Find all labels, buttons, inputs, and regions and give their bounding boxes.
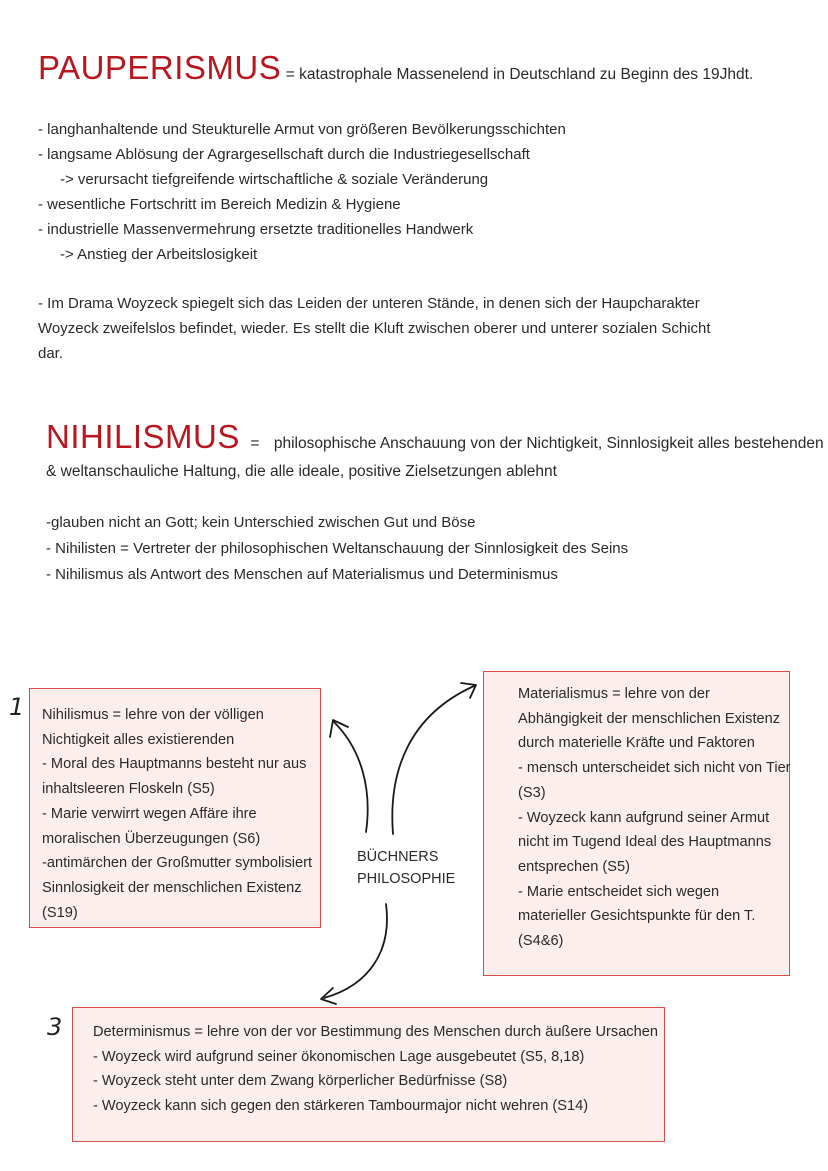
paragraph-line: - Im Drama Woyzeck spiegelt sich das Leiden der unteren Stände, in denen sich der Haupcharakter <box>38 295 700 312</box>
box-line: (S3) <box>518 784 546 801</box>
box-line: Determinismus = lehre von der vor Bestimmung des Menschen durch äußere Ursachen <box>93 1024 658 1040</box>
box-line: (S4&6) <box>518 933 564 950</box>
box-line: - Marie verwirrt wegen Affäre ihre <box>42 805 257 822</box>
box1-number: 1 <box>9 693 25 721</box>
box-line: - Woyzeck wird aufgrund seiner ökonomischen Lage ausgebeutet (S5, 8,18) <box>93 1048 585 1065</box>
box-line: - Marie entscheidet sich wegen <box>518 883 720 900</box>
box-line: moralischen Überzeugungen (S6) <box>42 830 261 847</box>
list-item: - Nihilisten = Vertreter der philosophischen Weltanschauung der Sinnlosigkeit des Seins <box>46 540 629 557</box>
list-item: -glauben nicht an Gott; kein Unterschied zwischen Gut und Böse <box>46 514 476 531</box>
box-line: materieller Gesichtspunkte für den T. <box>518 908 756 925</box>
box-line: durch materielle Kräfte und Faktoren <box>518 735 755 752</box>
list-item: - langhanhaltende und Steukturelle Armut von größeren Bevölkerungsschichten <box>38 121 566 138</box>
box-line: Nichtigkeit alles existierenden <box>42 731 235 748</box>
box-line: entsprechen (S5) <box>518 858 630 875</box>
list-item: - Nihilismus als Antwort des Menschen auf Materialismus und Determinismus <box>46 566 558 583</box>
pauperismus-definition: = katastrophale Massenelend in Deutschland zu Beginn des 19Jhdt. <box>285 66 754 83</box>
arrow-to-box1 <box>334 722 368 832</box>
box-line: Abhängigkeit der menschlichen Existenz <box>518 710 781 727</box>
nihilismus-title: NIHILISMUS <box>46 418 240 455</box>
center-label-line: PHILOSOPHIE <box>357 871 456 887</box>
box3-number: 3 <box>47 1013 63 1041</box>
arrow-to-box3 <box>324 904 387 998</box>
center-label <box>357 846 455 890</box>
arrow-to-box2 <box>392 686 474 834</box>
list-item: -> verursacht tiefgreifende wirtschaftliche & soziale Veränderung <box>60 171 489 188</box>
box-line: inhaltsleeren Floskeln (S5) <box>42 781 215 798</box>
nihilismus-definition-1: philosophische Anschauung von der Nichtigkeit, Sinnlosigkeit alles bestehenden <box>273 435 824 452</box>
center-label-line: BÜCHNERS <box>357 849 439 865</box>
box-line: - Woyzeck kann sich gegen den stärkeren Tambourmajor nicht wehren (S14) <box>93 1098 589 1115</box>
box-line: - Woyzeck steht unter dem Zwang körperlicher Bedürfnisse (S8) <box>93 1073 508 1090</box>
box-line: Sinnlosigkeit der menschlichen Existenz <box>42 879 302 896</box>
nihilismus-definition-2: & weltanschauliche Haltung, die alle ideale, positive Zielsetzungen ablehnt <box>46 463 557 480</box>
determinismus-box <box>72 1007 665 1142</box>
box-line: - Moral des Hauptmanns besteht nur aus <box>42 756 307 773</box>
box-line: Materialismus = lehre von der <box>518 686 710 702</box>
box-line: -antimärchen der Großmutter symbolisiert <box>42 855 313 872</box>
paragraph-line: Woyzeck zweifelslos befindet, wieder. Es stellt die Kluft zwischen oberer und unterer sozialen Schicht <box>38 320 711 337</box>
pauperismus-title: PAUPERISMUS <box>38 49 282 86</box>
list-item: -> Anstieg der Arbeitslosigkeit <box>60 246 258 263</box>
materialismus-box <box>483 671 790 976</box>
list-item: - wesentliche Fortschritt im Bereich Medizin & Hygiene <box>38 196 401 213</box>
box-line: nicht im Tugend Ideal des Hauptmanns <box>518 834 772 851</box>
nihilismus-box <box>29 688 321 928</box>
list-item: - industrielle Massenvermehrung ersetzte traditionelles Handwerk <box>38 221 474 238</box>
nihilismus-equals: = <box>250 435 260 452</box>
box-line: - mensch unterscheidet sich nicht von Tier <box>518 760 791 777</box>
list-item: - langsame Ablösung der Agrargesellschaft durch die Industriegesellschaft <box>38 146 530 163</box>
paragraph-line: dar. <box>38 345 64 362</box>
box-line: (S19) <box>42 904 78 921</box>
box-line: Nihilismus = lehre von der völligen <box>42 707 264 723</box>
box-line: - Woyzeck kann aufgrund seiner Armut <box>518 809 770 826</box>
